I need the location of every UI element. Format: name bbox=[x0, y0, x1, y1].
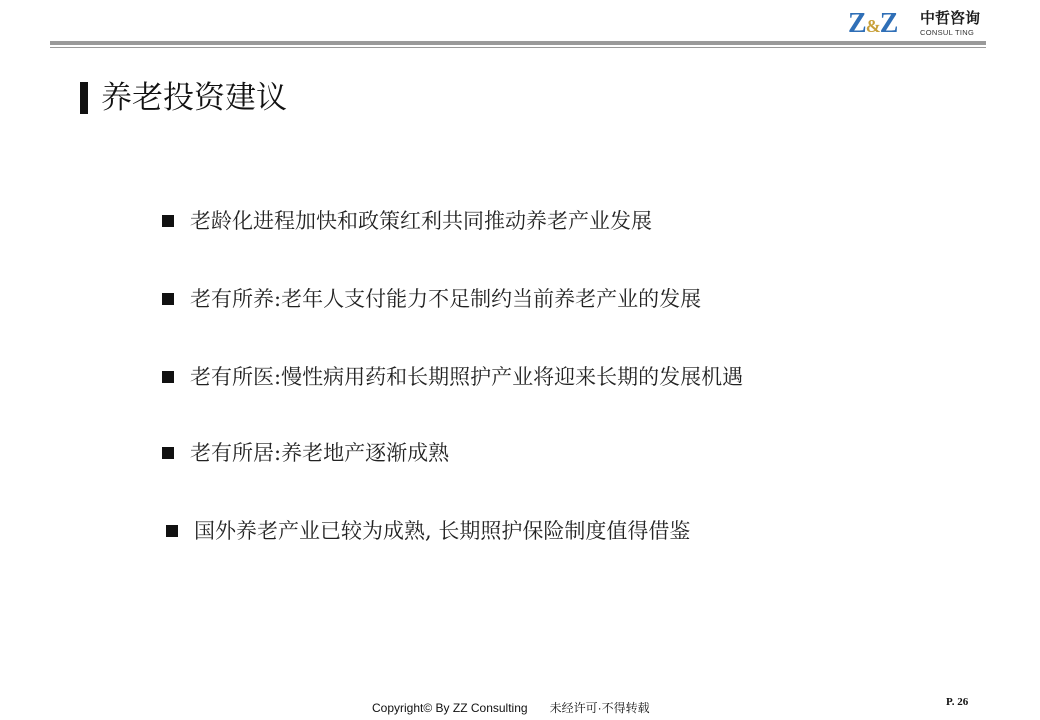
footer-copyright bbox=[372, 700, 650, 716]
square-bullet-icon bbox=[162, 447, 174, 459]
bullet-text: 老有所医:慢性病用药和长期照护产业将迎来长期的发展机遇 bbox=[190, 365, 744, 389]
header-divider-thick bbox=[50, 41, 986, 45]
page-number: P. 26 bbox=[946, 696, 969, 708]
logo-mark: Z&Z bbox=[848, 8, 898, 39]
bullet-text: 国外养老产业已较为成熟, 长期照护保险制度值得借鉴 bbox=[194, 519, 691, 543]
square-bullet-icon bbox=[166, 525, 178, 537]
square-bullet-icon bbox=[162, 215, 174, 227]
header-divider-thin bbox=[50, 47, 986, 48]
square-bullet-icon bbox=[162, 371, 174, 383]
logo-name-cn: 中哲咨询 bbox=[920, 9, 981, 27]
bullet-text: 老有所居:养老地产逐渐成熟 bbox=[190, 441, 450, 465]
bullet-text: 老龄化进程加快和政策红利共同推动养老产业发展 bbox=[190, 209, 652, 233]
copyright-text: Copyright© By ZZ Consulting bbox=[372, 701, 528, 715]
reprint-notice: 未经许可·不得转载 bbox=[549, 701, 650, 715]
bullet-text: 老有所养:老年人支付能力不足制约当前养老产业的发展 bbox=[190, 287, 702, 311]
slide-title: 养老投资建议 bbox=[101, 80, 287, 116]
company-logo bbox=[848, 8, 988, 40]
logo-name-en: CONSUL TING bbox=[920, 28, 975, 37]
square-bullet-icon bbox=[162, 293, 174, 305]
title-marker-bar bbox=[80, 82, 88, 114]
